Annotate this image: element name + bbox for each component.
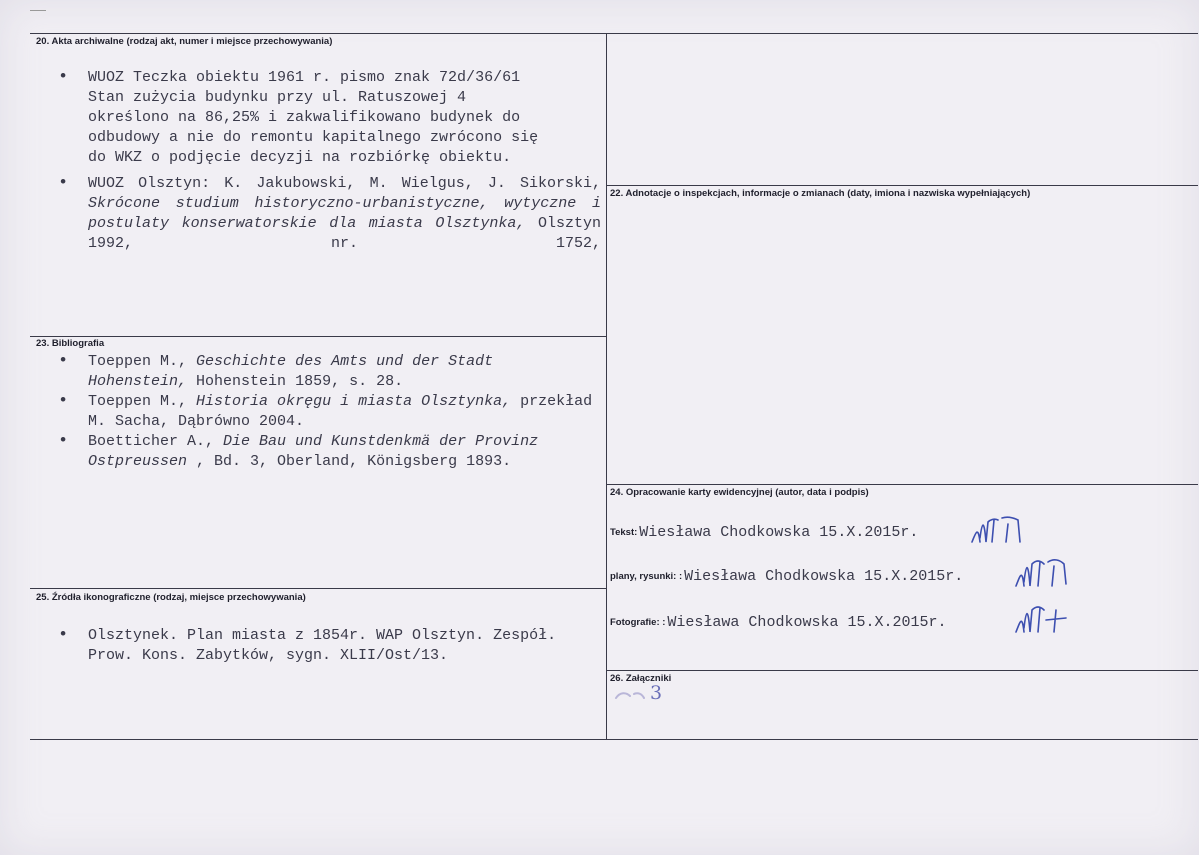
column-divider xyxy=(606,33,607,739)
sig-value-plans: Wiesława Chodkowska 15.X.2015r. xyxy=(684,568,964,585)
bib-title-2: Historia okręgu i miasta Olsztynka, xyxy=(196,393,512,410)
sec23-list xyxy=(56,352,604,476)
corner-mark xyxy=(30,10,46,11)
archive-item-2-title: Skrócone studium historyczno-urbanistyczne, wytyczne i postulaty konserwatorskie dla miasta Olsztynka, xyxy=(88,195,601,232)
sig-row-text xyxy=(610,524,918,541)
sec20-title: 20. Akta archiwalne (rodzaj akt, numer i miejsce przechowywania) xyxy=(36,36,333,47)
sig-row-photos xyxy=(610,614,946,631)
archive-item-2-authors: WUOZ Olsztyn: K. Jakubowski, M. Wielgus, J. Sikorski, xyxy=(88,175,601,192)
sig-label-text: Tekst: xyxy=(610,527,638,538)
list-item xyxy=(56,174,601,254)
sec23-top-rule xyxy=(30,336,607,337)
faint-smudge-icon xyxy=(612,686,648,704)
bib-rest-1: Hohenstein 1859, s. 28. xyxy=(196,373,404,390)
list-item xyxy=(56,68,548,168)
sec24-top-rule xyxy=(606,484,1198,485)
sig-row-plans xyxy=(610,568,963,585)
sig-value-photos: Wiesława Chodkowska 15.X.2015r. xyxy=(667,614,947,631)
sec20-list xyxy=(56,68,604,258)
bib-author-1: Toeppen M., xyxy=(88,353,188,370)
sec22-top-rule xyxy=(606,185,1198,186)
bib-rest-3: , Bd. 3, Oberland, Königsberg 1893. xyxy=(196,453,512,470)
sec22-title: 22. Adnotacje o inspekcjach, informacje o zmianach (daty, imiona i nazwiska wypełniających) xyxy=(610,188,1031,199)
bib-title-1: Geschichte des Amts und der Stadt Hohenstein, xyxy=(88,353,494,390)
bib-author-3: Boetticher A., xyxy=(88,433,215,450)
bib-title-3: Die Bau und Kunstdenkmä der Provinz Ostpreussen xyxy=(88,433,539,470)
sig-value-text: Wiesława Chodkowska 15.X.2015r. xyxy=(639,524,919,541)
list-item xyxy=(56,352,558,392)
sec26-top-rule xyxy=(606,670,1198,671)
archive-item-1: WUOZ Teczka obiektu 1961 r. pismo znak 72d/36/61 Stan zużycia budynku przy ul. Ratuszowej 4 określono na 86,25% i zakwalifikowano budynek do odbudowy a nie do remontu kapitalnego zwrócono się do WKZ o podjęcie decyzji na rozbiórkę obiektu. xyxy=(88,69,539,166)
attachments-count: 3 xyxy=(650,682,663,704)
sec24-title: 24. Opracowanie karty ewidencyjnej (autor, data i podpis) xyxy=(610,487,869,498)
sig-label-photos: Fotografie: : xyxy=(610,617,666,628)
bottom-border xyxy=(30,739,1198,740)
signature-scribble-icon xyxy=(968,512,1032,550)
sec25-title: 25. Źródła ikonograficzne (rodzaj, miejsce przechowywania) xyxy=(36,592,306,603)
sec25-top-rule xyxy=(30,588,607,589)
sec26-title: 26. Załączniki xyxy=(610,673,672,684)
list-item xyxy=(56,626,588,666)
sig-label-plans: plany, rysunki: : xyxy=(610,571,683,582)
archive-item-2-rest: Olsztyn 1992, nr. 1752, xyxy=(88,215,601,252)
sec23-title: 23. Bibliografia xyxy=(36,338,105,349)
signature-scribble-icon xyxy=(1010,600,1070,640)
signature-scribble-icon xyxy=(1010,554,1074,594)
icon-source-item-1: Olsztynek. Plan miasta z 1854r. WAP Olsztyn. Zespół. Prow. Kons. Zabytków, sygn. XLII/Ost/13. xyxy=(88,627,557,664)
top-border xyxy=(30,33,1198,34)
bib-rest-2: przekład M. Sacha, Dąbrówno 2004. xyxy=(88,393,593,430)
sec25-list xyxy=(56,626,576,670)
list-item xyxy=(56,432,636,472)
bib-author-2: Toeppen M., xyxy=(88,393,188,410)
list-item xyxy=(56,392,608,432)
